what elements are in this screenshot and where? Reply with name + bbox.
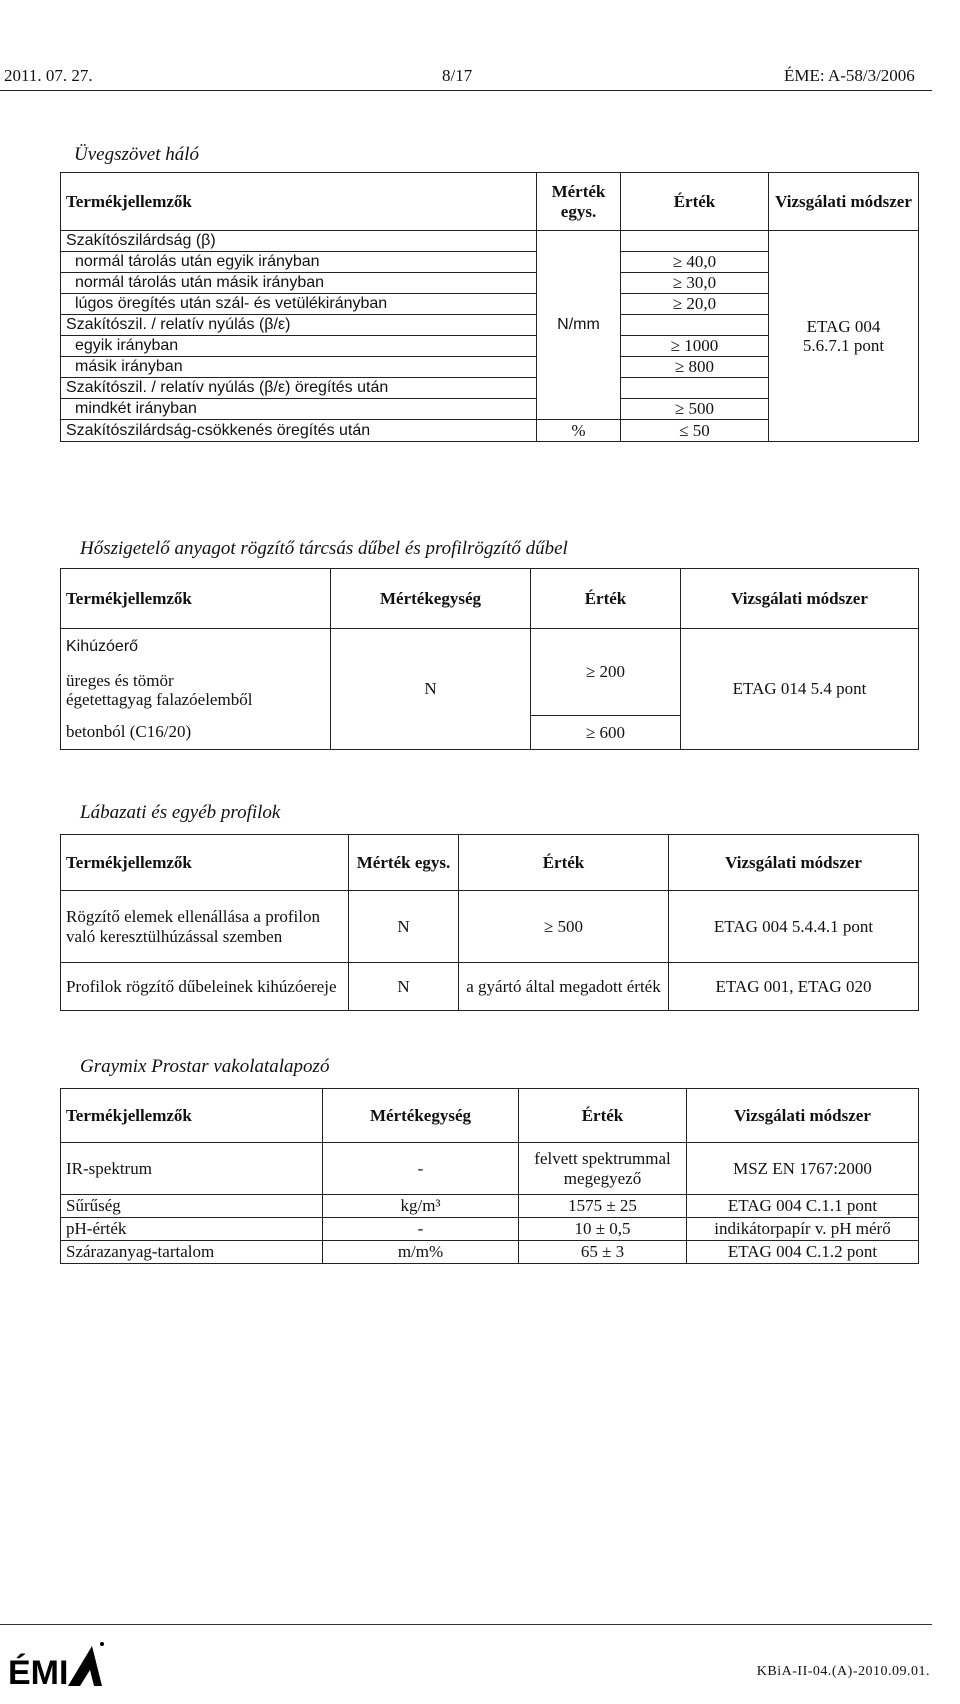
method-line-2: 5.6.7.1 pont	[802, 336, 885, 355]
table-row-label: normál tárolás után másik irányban	[61, 273, 537, 294]
method-cell: ETAG 004 C.1.1 pont	[687, 1195, 919, 1218]
logo-triangle-mark	[68, 1646, 102, 1686]
col-header-unit: Mérték egys.	[537, 173, 621, 231]
col-header-product: Termékjellemzők	[61, 1089, 323, 1143]
value-cell: 65 ± 3	[519, 1241, 687, 1264]
method-cell: ETAG 014 5.4 pont	[681, 629, 919, 750]
row-label-line-1: üreges és tömör	[66, 670, 174, 690]
col-header-method: Vizsgálati módszer	[769, 173, 919, 231]
unit-cell: kg/m³	[323, 1195, 519, 1218]
value-cell: ≥ 200	[531, 629, 681, 716]
col-header-unit: Mérték egys.	[349, 835, 459, 891]
unit-cell-percent: %	[537, 420, 621, 442]
table-row-label: Profilok rögzítő dűbeleinek kihúzóerejе	[61, 963, 349, 1011]
header-date: 2011. 07. 27.	[4, 66, 93, 85]
unit-cell: N	[349, 963, 459, 1011]
section-title-primer: Graymix Prostar vakolatalapozó	[80, 1056, 330, 1077]
primer-table	[60, 1088, 919, 1264]
header-document-code: ÉME: A-58/3/2006	[784, 66, 915, 85]
footer-document-code: KBiA-II-04.(A)-2010.09.01.	[756, 1664, 930, 1679]
section-title-dowel: Hőszigetelő anyagot rögzítő tárcsás dűbel és profilrögzítő dűbel	[80, 538, 568, 559]
unit-cell: m/m%	[323, 1241, 519, 1264]
value-cell: ≥ 500	[459, 891, 669, 963]
value-cell	[621, 315, 769, 336]
value-cell: felvett spektrummal megegyező	[519, 1143, 687, 1195]
table-row-label: normál tárolás után egyik irányban	[61, 252, 537, 273]
table-row-label: egyik irányban	[61, 336, 537, 357]
value-cell: ≥ 500	[621, 399, 769, 420]
table-row-label: IR-spektrum	[61, 1143, 323, 1195]
table-row-label: Szakítószil. / relatív nyúlás (β/ε)	[61, 315, 537, 336]
method-cell	[769, 231, 919, 442]
section-title-profiles: Lábazati és egyéb profilok	[80, 802, 281, 823]
value-cell: ≥ 30,0	[621, 273, 769, 294]
value-cell	[621, 378, 769, 399]
profiles-table	[60, 834, 919, 1011]
logo-star-mark	[100, 1642, 104, 1646]
table-row-label: Szakítószilárdság-csökkenés öregítés után	[61, 420, 537, 442]
table-row-label: másik irányban	[61, 357, 537, 378]
table-row-label: pH-érték	[61, 1218, 323, 1241]
col-header-method: Vizsgálati módszer	[687, 1089, 919, 1143]
method-line-1: ETAG 004	[806, 316, 881, 336]
col-header-method: Vizsgálati módszer	[681, 569, 919, 629]
value-cell: ≥ 40,0	[621, 252, 769, 273]
logo-text: ÉMI	[8, 1654, 69, 1688]
method-cell: MSZ EN 1767:2000	[687, 1143, 919, 1195]
header-page-number: 8/17	[442, 66, 473, 85]
unit-cell: -	[323, 1218, 519, 1241]
unit-cell: N	[331, 629, 531, 750]
value-cell: ≥ 20,0	[621, 294, 769, 315]
col-header-value: Érték	[531, 569, 681, 629]
col-header-product: Termékjellemzők	[61, 835, 349, 891]
method-cell: ETAG 004 C.1.2 pont	[687, 1241, 919, 1264]
method-cell: ETAG 001, ETAG 020	[669, 963, 919, 1011]
unit-cell: N/mm	[537, 231, 621, 420]
value-cell: 1575 ± 25	[519, 1195, 687, 1218]
value-cell: ≤ 50	[621, 420, 769, 442]
unit-cell: N	[349, 891, 459, 963]
col-header-unit: Mértékegység	[323, 1089, 519, 1143]
value-cell: a gyártó által megadott érték	[459, 963, 669, 1011]
table-row-label: Szakítószil. / relatív nyúlás (β/ε) öregítés után	[61, 378, 537, 399]
col-header-unit: Mértékegység	[331, 569, 531, 629]
table-row-label: Sűrűség	[61, 1195, 323, 1218]
footer-rule	[0, 1624, 932, 1625]
row-title-pullout: Kihúzóerő	[61, 629, 331, 666]
value-cell: 10 ± 0,5	[519, 1218, 687, 1241]
emi-logo-icon	[6, 1640, 106, 1688]
col-header-value: Érték	[621, 173, 769, 231]
col-header-value: Érték	[459, 835, 669, 891]
col-header-method: Vizsgálati módszer	[669, 835, 919, 891]
col-header-product: Termékjellemzők	[61, 569, 331, 629]
glass-mesh-table	[60, 172, 919, 442]
table-row-label: mindkét irányban	[61, 399, 537, 420]
method-cell: ETAG 004 5.4.4.1 pont	[669, 891, 919, 963]
value-cell: ≥ 1000	[621, 336, 769, 357]
value-cell	[621, 231, 769, 252]
row-label-line-2: égetettagyag falazóelemből	[66, 690, 253, 709]
method-cell: indikátorpapír v. pH mérő	[687, 1218, 919, 1241]
table-row-label: lúgos öregítés után szál- és vetülékirányban	[61, 294, 537, 315]
row-label-concrete: betonból (C16/20)	[61, 715, 331, 750]
dowel-table	[60, 568, 919, 750]
unit-cell: -	[323, 1143, 519, 1195]
section-title-glass-mesh: Üvegszövet háló	[74, 144, 200, 165]
table-row-label: Szárazanyag-tartalom	[61, 1241, 323, 1264]
header-rule	[0, 90, 932, 91]
col-header-product: Termékjellemzők	[61, 173, 537, 231]
table-row-label: Szakítószilárdság (β)	[61, 231, 537, 252]
row-label-hollow-brick	[61, 665, 331, 715]
value-cell: ≥ 800	[621, 357, 769, 378]
table-row-label: Rögzítő elemek ellenállása a profilon való keresztülhúzással szemben	[61, 891, 349, 963]
col-header-value: Érték	[519, 1089, 687, 1143]
value-cell: ≥ 600	[531, 715, 681, 750]
